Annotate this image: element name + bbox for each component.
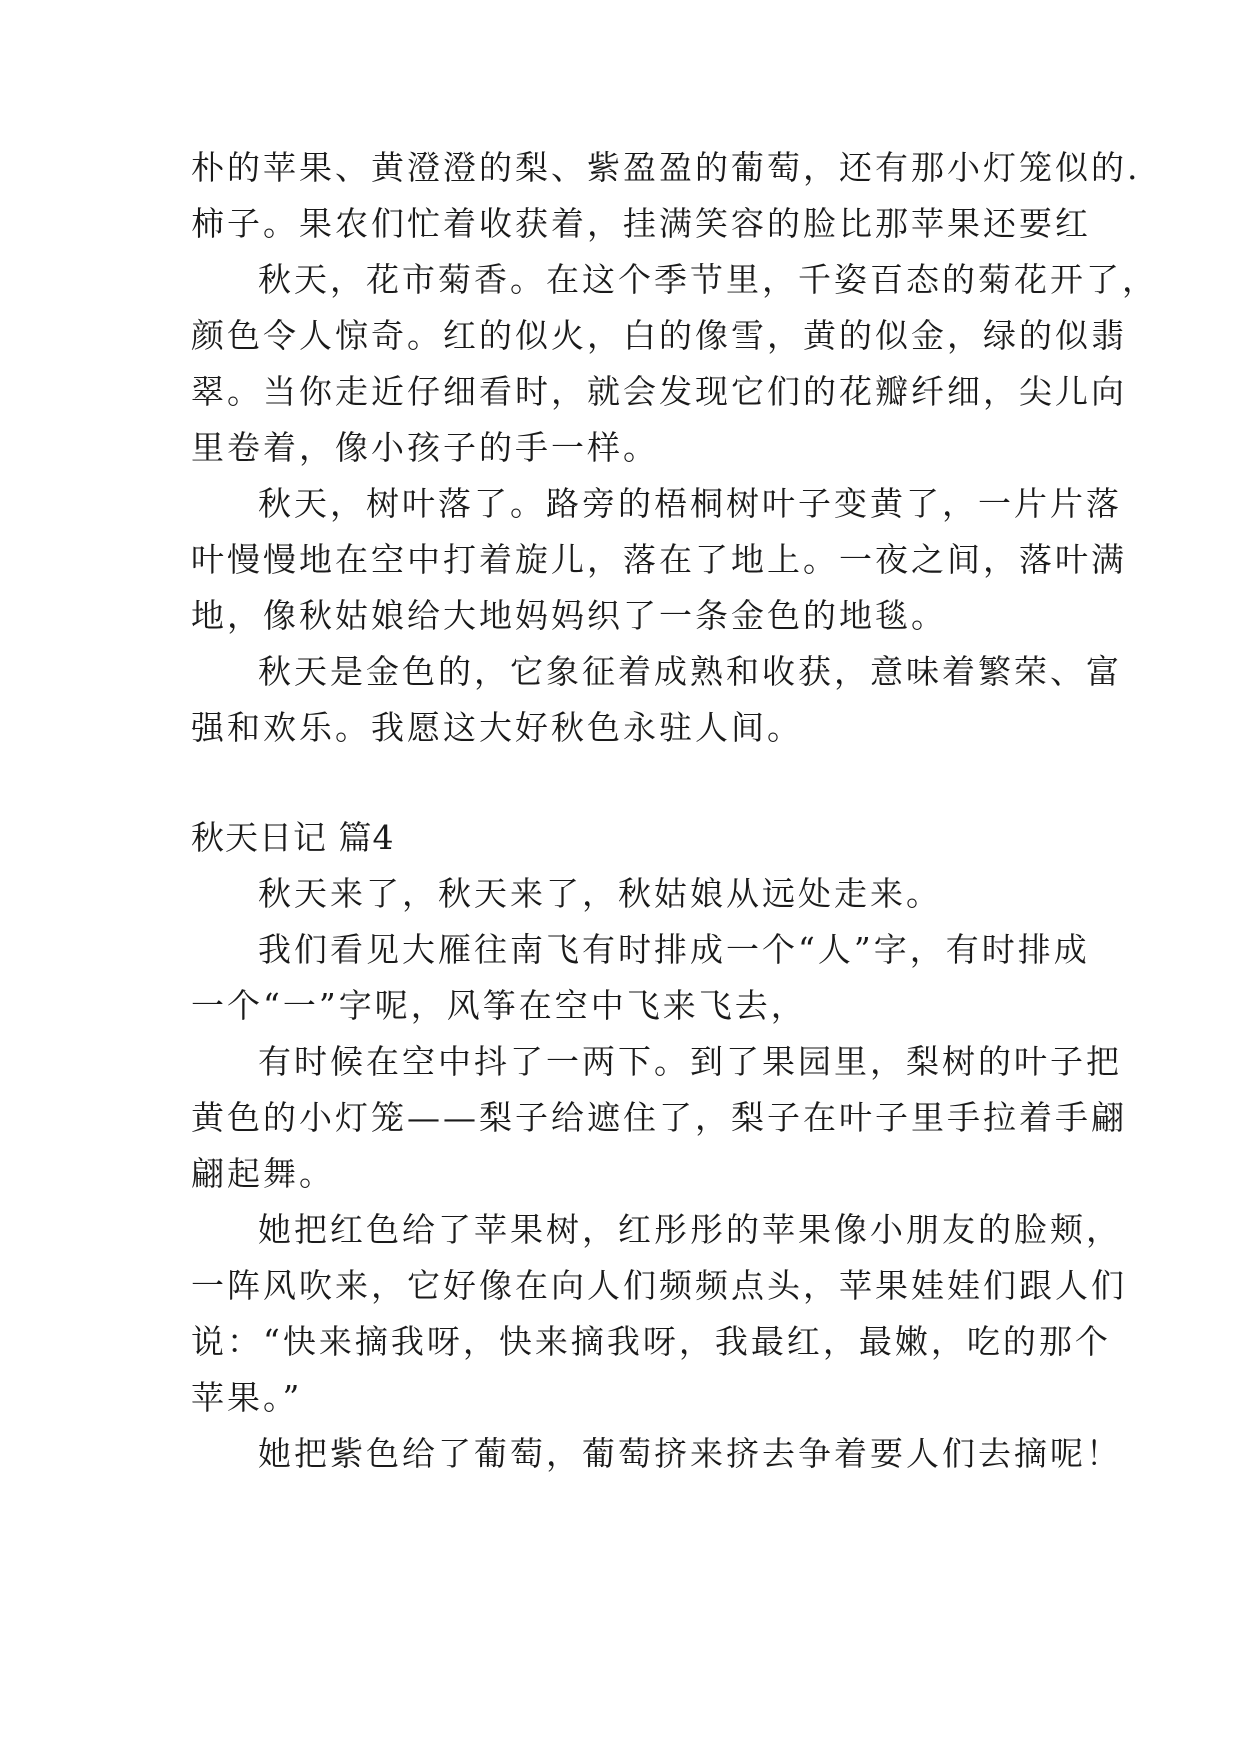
text-line: 秋天来了，秋天来了，秋姑娘从远处走来。 (258, 874, 942, 913)
section-heading: 秋天日记 篇4 (191, 818, 395, 857)
text-line: 我们看见大雁往南飞有时排成一个“人”字，有时排成 (258, 930, 1090, 969)
text-line: 翠。当你走近仔细看时，就会发现它们的花瓣纤细，尖儿向 (191, 372, 1127, 411)
text-line: 秋天，花市菊香。在这个季节里，千姿百态的菊花开了， (258, 260, 1158, 299)
text-line: 翩起舞。 (191, 1154, 335, 1193)
text-line: 颜色令人惊奇。红的似火，白的像雪，黄的似金，绿的似翡 (191, 316, 1127, 355)
text-line: 柿子。果农们忙着收获着，挂满笑容的脸比那苹果还要红 (191, 204, 1091, 243)
text-line: 叶慢慢地在空中打着旋儿，落在了地上。一夜之间，落叶满 (191, 540, 1127, 579)
text-line: 她把紫色给了葡萄，葡萄挤来挤去争着要人们去摘呢！ (258, 1434, 1122, 1473)
text-line: 一个“一”字呢，风筝在空中飞来飞去， (191, 986, 807, 1025)
text-line: 里卷着，像小孩子的手一样。 (191, 428, 659, 467)
text-line: 她把红色给了苹果树，红彤彤的苹果像小朋友的脸颊， (258, 1210, 1122, 1249)
text-line: 说：“快来摘我呀，快来摘我呀，我最红，最嫩，吃的那个 (191, 1322, 1111, 1361)
text-line: 一阵风吹来，它好像在向人们频频点头，苹果娃娃们跟人们 (191, 1266, 1127, 1305)
text-line: 秋天是金色的，它象征着成熟和收获，意味着繁荣、富 (258, 652, 1122, 691)
text-line: 地，像秋姑娘给大地妈妈织了一条金色的地毯。 (191, 596, 947, 635)
text-line: 强和欢乐。我愿这大好秋色永驻人间。 (191, 708, 803, 747)
text-line: 朴的苹果、黄澄澄的梨、紫盈盈的葡萄，还有那小灯笼似的. (191, 148, 1141, 187)
text-line: 秋天，树叶落了。路旁的梧桐树叶子变黄了，一片片落 (258, 484, 1122, 523)
text-line: 有时候在空中抖了一两下。到了果园里，梨树的叶子把 (258, 1042, 1122, 1081)
text-line: 黄色的小灯笼——梨子给遮住了，梨子在叶子里手拉着手翩 (191, 1098, 1127, 1137)
text-line: 苹果。” (191, 1378, 303, 1417)
